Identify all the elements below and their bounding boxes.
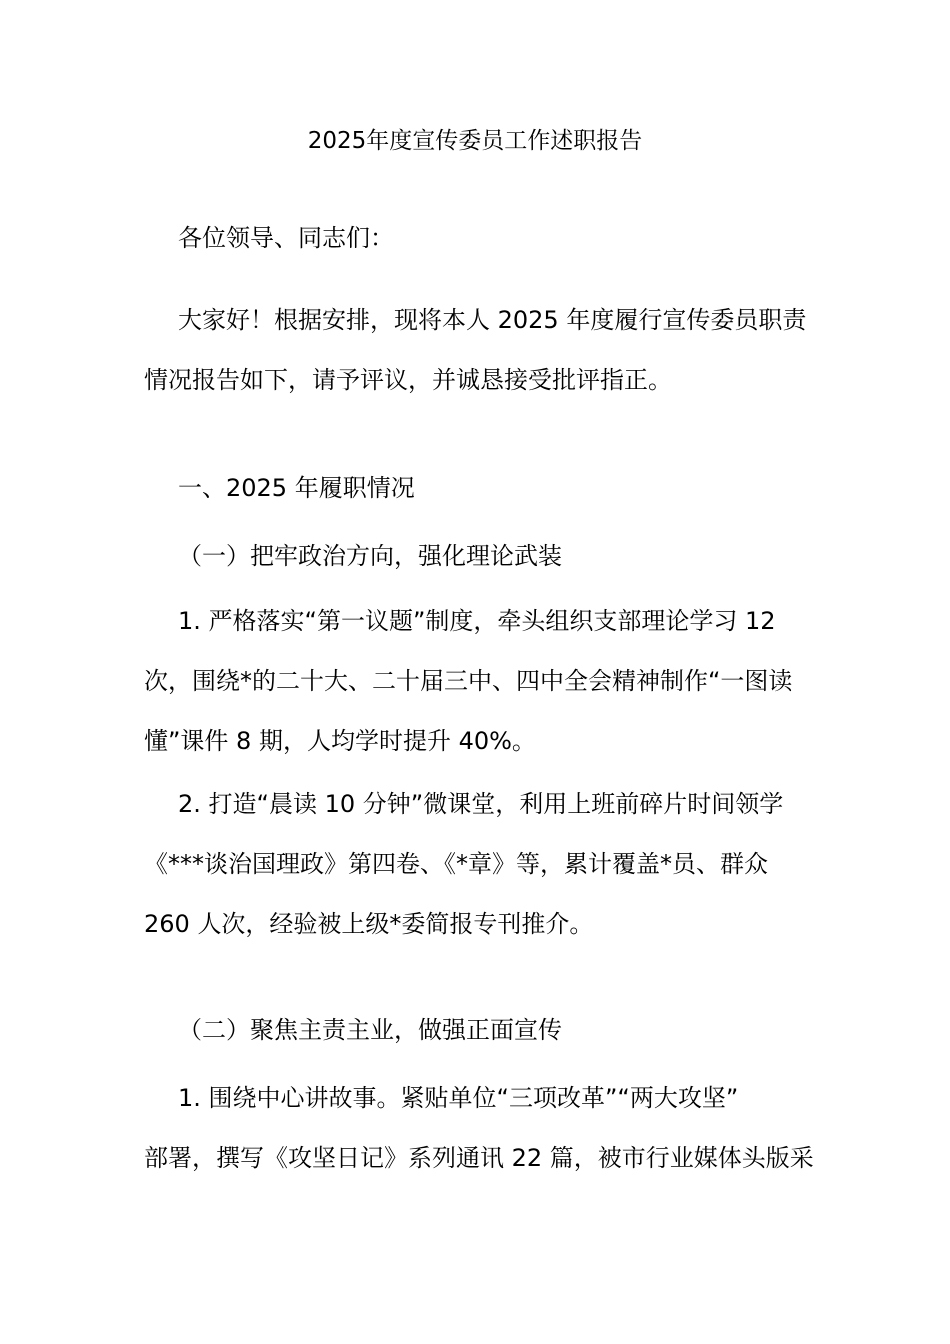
paragraph-line: 2. 打造“晨读 10 分钟”微课堂，利用上班前碎片时间领学 [178,790,784,818]
document-title: 2025年度宣传委员工作述职报告 [307,128,643,154]
salutation: 各位领导、同志们： [178,224,394,252]
paragraph-line: 懂”课件 8 期，人均学时提升 40%。 [144,727,536,755]
subsection-heading-1: （一）把牢政治方向，强化理论武装 [178,542,562,570]
subsection-heading-2: （二）聚焦主责主业，做强正面宣传 [178,1016,562,1044]
intro-paragraph [144,290,808,410]
intro-line: 情况报告如下，请予评议，并诚恳接受批评指正。 [144,366,672,394]
paragraph-line: 次，围绕*的二十大、二十届三中、四中全会精神制作“一图读 [144,667,793,695]
subsection2-item-1 [144,1068,814,1188]
paragraph-line: 1. 严格落实“第一议题”制度，牵头组织支部理论学习 12 [178,607,776,635]
subsection1-item-1 [144,591,808,771]
paragraph-line: 1. 围绕中心讲故事。紧贴单位“三项改革”“两大攻坚” [178,1084,739,1112]
section-heading-1: 一、2025 年履职情况 [178,474,415,502]
intro-line: 大家好！根据安排，现将本人 2025 年度履行宣传委员职责 [178,306,807,334]
paragraph-line: 部署，撰写《攻坚日记》系列通讯 22 篇，被市行业媒体头版采 [144,1144,814,1172]
paragraph-line: 《***谈治国理政》第四卷、《*章》等，累计覆盖*员、群众 [144,850,768,878]
paragraph-line: 260 人次，经验被上级*委简报专刊推介。 [144,910,594,938]
subsection1-item-2 [144,774,808,954]
